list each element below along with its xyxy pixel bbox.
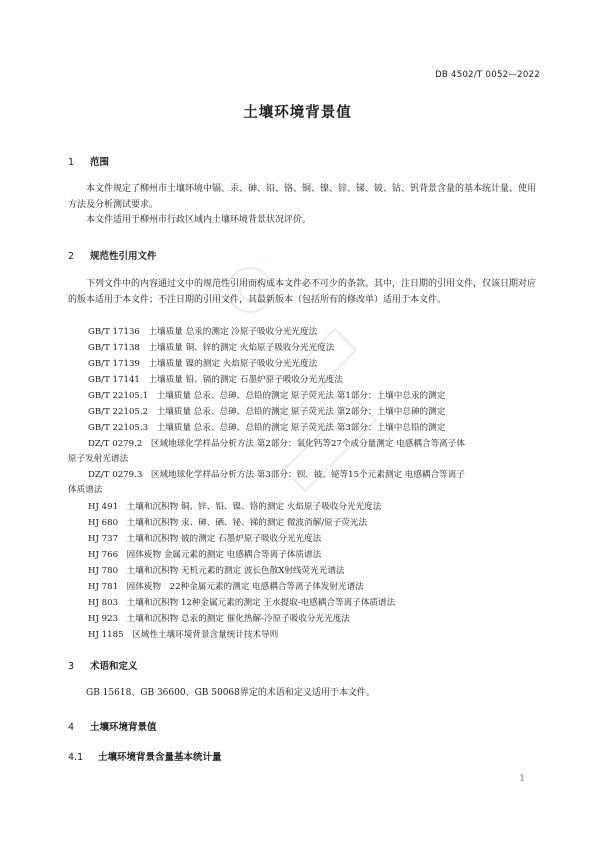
section-title: 土壤环境背景值	[90, 722, 157, 733]
section-heading-1	[68, 154, 109, 168]
section-heading-3	[68, 658, 138, 672]
reference-item: HJ 491 土壤和沉积物 铜、锌、铅、镍、铬的测定 火焰原子吸收分光光度法	[88, 502, 382, 512]
section-1-paragraph-1: 本文件规定了柳州市土壤环境中镉、汞、砷、铅、铬、铜、镍、锌、锑、铍、钴、钒背景含量的基本统计量、使用方法及分析测试要求。	[68, 184, 537, 210]
reference-item-continued: 体质谱法	[68, 485, 103, 495]
reference-item: GB/T 17136 土壤质量 总汞的测定 冷原子吸收分光光度法	[88, 327, 318, 337]
reference-item: HJ 737 土壤和沉积物 铍的测定 石墨炉原子吸收分光光度法	[88, 534, 322, 544]
reference-item: GB/T 22105.3 土壤质量 总汞、总砷、总铅的测定 原子荧光法 第3部分：土壤中总铅的测定	[88, 423, 446, 433]
reference-item: GB/T 22105.2 土壤质量 总汞、总砷、总铅的测定 原子荧光法 第2部分：土壤中总砷的测定	[88, 407, 446, 417]
section-title: 规范性引用文件	[90, 251, 157, 262]
section-title: 术语和定义	[90, 661, 138, 672]
reference-item: GB/T 17141 土壤质量 铅、镉的测定 石墨炉原子吸收分光光度法	[88, 375, 343, 385]
section-number: 1	[68, 157, 75, 168]
reference-item: GB/T 22105.1 土壤质量 总汞、总砷、总铅的测定 原子荧光法 第1部分：土壤中总汞的测定	[88, 391, 446, 401]
section-2-paragraph-1: 下列文件中的内容通过文中的规范性引用而构成本文件必不可少的条款。其中，注日期的引用文件，仅该日期对应的版本适用于本文件；不注日期的引用文件，其最新版本（包括所有的修改单）适用于本文件。	[68, 279, 537, 305]
reference-item: GB/T 17138 土壤质量 铜、锌的测定 火焰原子吸收分光光度法	[88, 343, 335, 353]
section-number: 4	[68, 722, 75, 733]
section-title: 范围	[90, 157, 110, 168]
page-number: 1	[519, 774, 525, 784]
section-3-paragraph-1: GB 15618、GB 36600、GB 50068界定的术语和定义适用于本文件。	[86, 688, 375, 698]
section-number: 3	[68, 661, 75, 672]
reference-item: HJ 781 固体废物 22种金属元素的测定 电感耦合等离子体发射光谱法	[88, 582, 364, 592]
section-1-paragraph-2: 本文件适用于柳州市行政区域内土壤环境背景状况评价。	[86, 215, 312, 225]
section-heading-4	[68, 719, 157, 733]
reference-item: HJ 923 土壤和沉积物 总汞的测定 催化热解-冷原子吸收分光光度法	[88, 614, 350, 624]
reference-item: GB/T 17139 土壤质量 镍的测定 火焰原子吸收分光光度法	[88, 359, 318, 369]
reference-item: HJ 803 土壤和沉积物 12种金属元素的测定 王水提取-电感耦合等离子体质谱法	[88, 598, 396, 608]
section-number: 4.1	[68, 752, 84, 763]
reference-item: HJ 680 土壤和沉积物 汞、砷、硒、铋、锑的测定 微波消解/原子荧光法	[88, 518, 368, 528]
section-heading-2	[68, 248, 157, 262]
reference-item: DZ/T 0279.3 区域地球化学样品分析方法 第3部分：钡、铍、铋等15个元素测定 电感耦合等离子	[88, 470, 465, 480]
section-heading-4-1	[68, 749, 222, 763]
reference-item: HJ 780 土壤和沉积物 无机元素的测定 波长色散X射线荧光光谱法	[88, 566, 345, 576]
section-number: 2	[68, 251, 75, 262]
reference-item: HJ 1185 区域性土壤环境背景含量统计技术导则	[88, 630, 279, 640]
reference-item-continued: 原子发射光谱法	[68, 454, 129, 464]
reference-item: HJ 766 固体废物 金属元素的测定 电感耦合等离子体质谱法	[88, 550, 322, 560]
reference-item: DZ/T 0279.2 区域地球化学样品分析方法 第2部分：氧化钙等27个成分量测定 电感耦合等离子体	[88, 439, 465, 449]
section-title: 土壤环境背景含量基本统计量	[98, 752, 222, 763]
document-title: 土壤环境背景值	[243, 105, 352, 121]
document-code: DB 4502/T 0052—2022	[435, 70, 540, 80]
